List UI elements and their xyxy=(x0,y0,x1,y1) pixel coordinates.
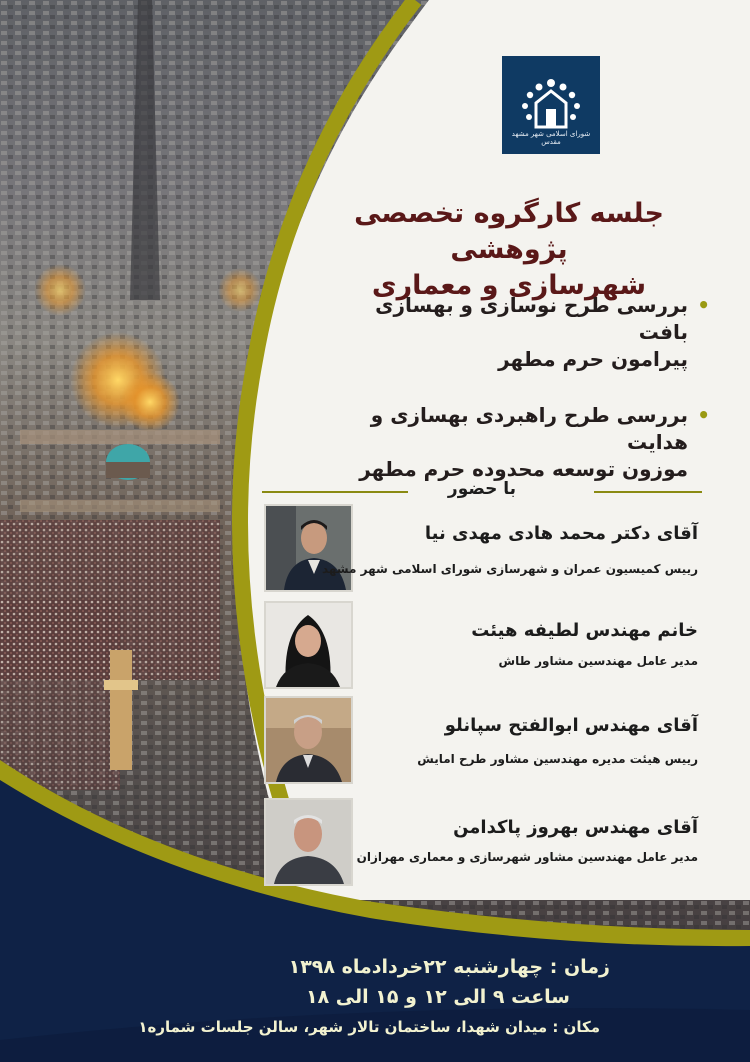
city-council-logo xyxy=(502,56,600,154)
man-portrait-icon xyxy=(266,506,351,590)
topic-line: بررسی طرح نوسازی و بهسازی بافت xyxy=(375,293,688,344)
speaker-name: آقای دکتر محمد هادی مهدی نیا xyxy=(424,523,698,544)
speaker-photo xyxy=(264,601,353,689)
topic-item xyxy=(320,292,710,373)
speaker-name: خانم مهندس لطیفه هیئت xyxy=(471,620,698,641)
speaker-role: مدیر عامل مهندسین مشاور شهرسازی و معماری مهرازان xyxy=(356,850,698,864)
man-portrait-icon xyxy=(266,698,351,782)
topic-item xyxy=(320,402,710,483)
attendance-heading xyxy=(262,479,702,503)
title-line-2: شهرسازی و معماری xyxy=(371,270,647,301)
woman-portrait-icon xyxy=(266,603,351,687)
event-title xyxy=(294,196,724,304)
topic-line: پیرامون حرم مطهر xyxy=(498,347,688,371)
topic-line: بررسی طرح راهبردی بهسازی و هدایت xyxy=(370,403,688,454)
event-date: زمان : چهارشنبه ۲۲خردادماه ۱۳۹۸ xyxy=(288,956,610,978)
event-time: ساعت ۹ الی ۱۲ و ۱۵ الی ۱۸ xyxy=(305,986,570,1008)
speaker-photo xyxy=(264,696,353,784)
attendance-label: با حضور xyxy=(447,479,517,499)
speaker-name: آقای مهندس بهروز پاکدامن xyxy=(453,817,698,838)
topic-line: موزون توسعه محدوده حرم مطهر xyxy=(359,457,688,481)
speaker-photo xyxy=(264,504,353,592)
logo-caption: شورای اسلامی شهر مشهد مقدس xyxy=(511,130,591,146)
title-line-1: جلسه کارگروه تخصصی پژوهشی xyxy=(354,198,664,265)
speaker-role: رییس هیئت مدیره مهندسین مشاور طرح امایش xyxy=(417,752,698,766)
speaker-photo xyxy=(264,798,353,886)
speaker-role: رییس کمیسیون عمران و شهرسازی شورای اسلامی شهر مشهد xyxy=(321,562,698,576)
speaker-role: مدیر عامل مهندسین مشاور طاش xyxy=(498,654,698,668)
bullet-dot-icon: • xyxy=(697,403,710,427)
event-place: مکان : میدان شهدا، ساختمان تالار شهر، سالن جلسات شماره۱ xyxy=(138,1018,600,1036)
council-emblem-icon xyxy=(516,75,586,135)
bullet-dot-icon: • xyxy=(697,293,710,317)
man-portrait-icon xyxy=(266,800,351,884)
speaker-name: آقای مهندس ابوالفتح سپانلو xyxy=(444,715,698,736)
